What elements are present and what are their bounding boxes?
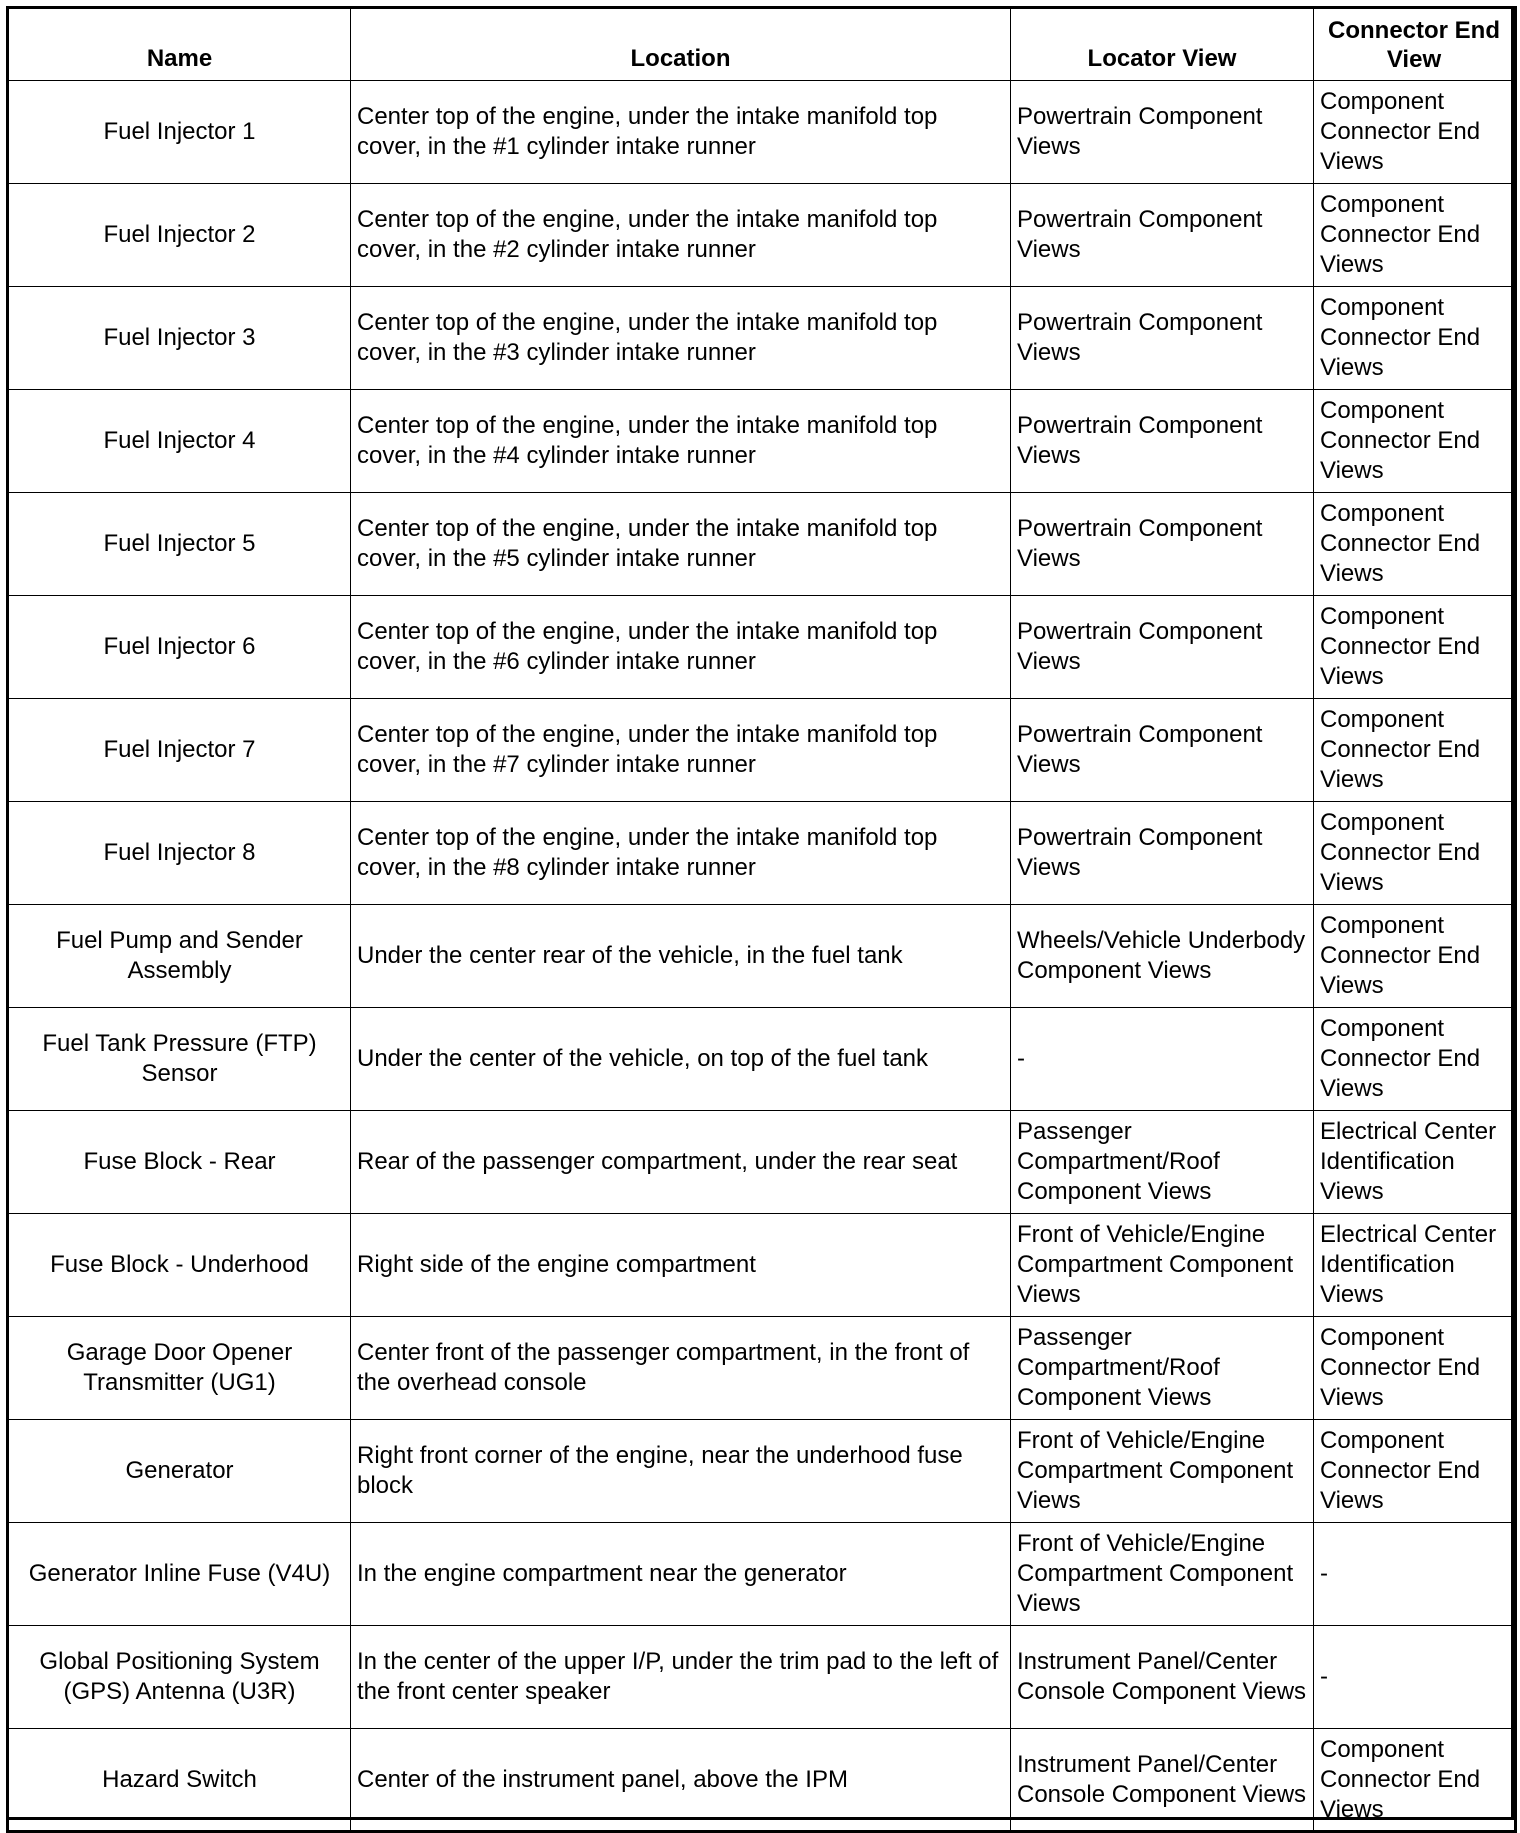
cell-connector-end-view: - (1314, 1523, 1516, 1626)
cell-connector-end-view: Component Connector End Views (1314, 184, 1516, 287)
cell-connector-end-view: Component Connector End Views (1314, 287, 1516, 390)
cell-location: Under the center of the vehicle, on top of the fuel tank (351, 1008, 1011, 1111)
header-connector-end-view: Connector End View (1314, 8, 1516, 81)
cell-connector-end-view: Component Connector End Views (1314, 699, 1516, 802)
table-row (8, 596, 1516, 699)
cell-name: Fuel Injector 2 (8, 184, 351, 287)
table-row (8, 1317, 1516, 1420)
table-row (8, 1111, 1516, 1214)
table-row (8, 184, 1516, 287)
cell-locator-view: Powertrain Component Views (1011, 184, 1314, 287)
cell-locator-view: - (1011, 1008, 1314, 1111)
table-row (8, 1626, 1516, 1729)
cell-location: Center of the instrument panel, above the IPM (351, 1729, 1011, 1832)
cell-locator-view: Front of Vehicle/Engine Compartment Component Views (1011, 1214, 1314, 1317)
cell-name: Fuel Injector 1 (8, 81, 351, 184)
cell-location: Center top of the engine, under the intake manifold top cover, in the #7 cylinder intake runner (351, 699, 1011, 802)
cell-connector-end-view: Component Connector End Views (1314, 596, 1516, 699)
cell-locator-view: Powertrain Component Views (1011, 81, 1314, 184)
cell-location: Right front corner of the engine, near the underhood fuse block (351, 1420, 1011, 1523)
cell-location: Rear of the passenger compartment, under the rear seat (351, 1111, 1011, 1214)
cell-location: Under the center rear of the vehicle, in the fuel tank (351, 905, 1011, 1008)
cell-locator-view: Passenger Compartment/Roof Component Views (1011, 1111, 1314, 1214)
header-name: Name (8, 8, 351, 81)
cell-location: Center top of the engine, under the intake manifold top cover, in the #5 cylinder intake runner (351, 493, 1011, 596)
cell-locator-view: Instrument Panel/Center Console Component Views (1011, 1626, 1314, 1729)
cell-locator-view: Front of Vehicle/Engine Compartment Component Views (1011, 1420, 1314, 1523)
cell-location: Center top of the engine, under the intake manifold top cover, in the #2 cylinder intake runner (351, 184, 1011, 287)
cell-name: Fuse Block - Underhood (8, 1214, 351, 1317)
cell-connector-end-view: Component Connector End Views (1314, 390, 1516, 493)
cell-name: Fuel Injector 8 (8, 802, 351, 905)
cell-connector-end-view: Component Connector End Views (1314, 81, 1516, 184)
cell-name: Generator Inline Fuse (V4U) (8, 1523, 351, 1626)
cell-locator-view: Front of Vehicle/Engine Compartment Component Views (1011, 1523, 1314, 1626)
cell-name: Fuel Tank Pressure (FTP) Sensor (8, 1008, 351, 1111)
cell-name: Fuel Injector 7 (8, 699, 351, 802)
cell-connector-end-view: Component Connector End Views (1314, 1420, 1516, 1523)
table-row (8, 1420, 1516, 1523)
cell-location: Center top of the engine, under the intake manifold top cover, in the #4 cylinder intake runner (351, 390, 1011, 493)
cell-connector-end-view: - (1314, 1626, 1516, 1729)
cell-name: Hazard Switch (8, 1729, 351, 1832)
table-row (8, 81, 1516, 184)
header-location: Location (351, 8, 1011, 81)
cell-location: In the center of the upper I/P, under the trim pad to the left of the front center speaker (351, 1626, 1011, 1729)
table-row (8, 1729, 1516, 1832)
cell-locator-view: Instrument Panel/Center Console Component Views (1011, 1729, 1314, 1832)
cell-name: Fuel Injector 4 (8, 390, 351, 493)
cell-name: Fuel Injector 5 (8, 493, 351, 596)
cell-connector-end-view: Electrical Center Identification Views (1314, 1214, 1516, 1317)
table-row (8, 493, 1516, 596)
cell-location: Center top of the engine, under the intake manifold top cover, in the #6 cylinder intake runner (351, 596, 1011, 699)
table-row (8, 287, 1516, 390)
cell-location: Right side of the engine compartment (351, 1214, 1011, 1317)
component-locator-table (6, 6, 1517, 1833)
table-header-row (8, 8, 1516, 81)
cell-name: Generator (8, 1420, 351, 1523)
table-row (8, 802, 1516, 905)
cell-name: Garage Door Opener Transmitter (UG1) (8, 1317, 351, 1420)
cell-locator-view: Powertrain Component Views (1011, 287, 1314, 390)
table-row (8, 1523, 1516, 1626)
cell-name: Fuel Pump and Sender Assembly (8, 905, 351, 1008)
cell-location: In the engine compartment near the generator (351, 1523, 1011, 1626)
cell-connector-end-view: Component Connector End Views (1314, 493, 1516, 596)
cell-location: Center top of the engine, under the intake manifold top cover, in the #3 cylinder intake runner (351, 287, 1011, 390)
cell-locator-view: Wheels/Vehicle Underbody Component Views (1011, 905, 1314, 1008)
cell-locator-view: Passenger Compartment/Roof Component Views (1011, 1317, 1314, 1420)
cell-connector-end-view: Electrical Center Identification Views (1314, 1111, 1516, 1214)
table-row (8, 390, 1516, 493)
cell-connector-end-view: Component Connector End Views (1314, 802, 1516, 905)
cell-location: Center top of the engine, under the intake manifold top cover, in the #1 cylinder intake runner (351, 81, 1011, 184)
cell-name: Fuel Injector 3 (8, 287, 351, 390)
cell-locator-view: Powertrain Component Views (1011, 390, 1314, 493)
cell-connector-end-view: Component Connector End Views (1314, 1008, 1516, 1111)
cell-connector-end-view: Component Connector End Views (1314, 905, 1516, 1008)
table-row (8, 1214, 1516, 1317)
table-row (8, 699, 1516, 802)
cell-locator-view: Powertrain Component Views (1011, 596, 1314, 699)
cell-connector-end-view: Component Connector End Views (1314, 1317, 1516, 1420)
cell-locator-view: Powertrain Component Views (1011, 493, 1314, 596)
cell-name: Fuel Injector 6 (8, 596, 351, 699)
cell-name: Global Positioning System (GPS) Antenna (U3R) (8, 1626, 351, 1729)
cell-name: Fuse Block - Rear (8, 1111, 351, 1214)
cell-locator-view: Powertrain Component Views (1011, 699, 1314, 802)
header-locator-view: Locator View (1011, 8, 1314, 81)
cell-connector-end-view: Component Connector End Views (1314, 1729, 1516, 1832)
cell-location: Center top of the engine, under the intake manifold top cover, in the #8 cylinder intake runner (351, 802, 1011, 905)
table-row (8, 1008, 1516, 1111)
table-row (8, 905, 1516, 1008)
cell-location: Center front of the passenger compartment, in the front of the overhead console (351, 1317, 1011, 1420)
cell-locator-view: Powertrain Component Views (1011, 802, 1314, 905)
